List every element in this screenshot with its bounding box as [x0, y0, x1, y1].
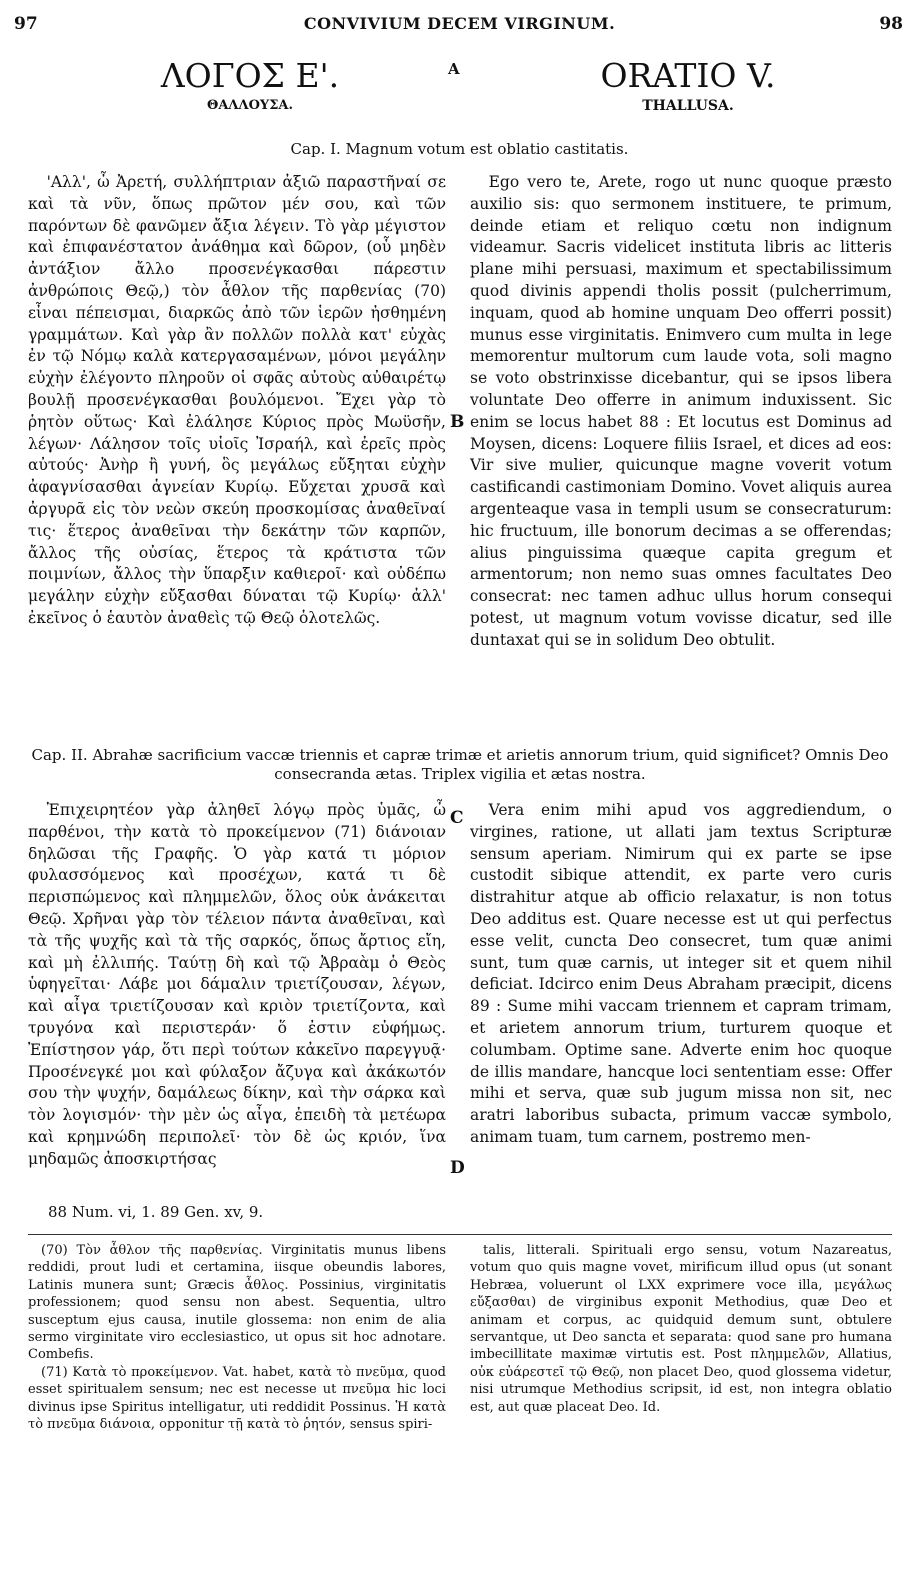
- greek-speaker-name: ΘΑΛΛΟΥΣΑ.: [207, 98, 293, 113]
- greek-paragraph: Ἐπιχειρητέον γὰρ ἀληθεῖ λόγῳ πρὸς ὑμᾶς, ὦ παρθένοι, τὴν κατὰ τὸ προκείμενον (71) διάνοιαν δηλῶσαι τῆς Γραφῆς. Ὁ γὰρ κατά τι μόριον φυλασσόμενος καὶ προσέχων, κατά τι δὲ περισπώμενος καὶ πλημμελῶν, ὅλος οὐκ ἀνάκειται Θεῷ. Χρῆναι γὰρ τὸν τέλειον πάντα ἀναθεῖναι, καὶ τὰ τῆς ψυχῆς καὶ τὰ τῆς σαρκός, ὅπως ἄρτιος εἴη, καὶ μὴ ἐλλιπής. Ταύτῃ δὴ καὶ τῷ Ἀβραὰμ ὁ Θεὸς ὑφηγεῖται· Λάβε μοι δάμαλιν τριετίζουσαν, λέγων, καὶ αἶγα τριετίζουσαν καὶ κριὸν τριετίζοντα, καὶ τρυγόνα καὶ περιστεράν· ὅ ἐστιν εὐφήμως. Ἐπίστησον γάρ, ὅτι περὶ τούτων κἀκεῖνο παρεγγυᾷ· Προσένεγκέ μοι καὶ φύλαξον ἄζυγα καὶ ἀκάκωτόν σου τὴν ψυχήν, δαμάλεως δίκην, καὶ τὴν σάρκα καὶ τὸν λογισμόν· τὴν μὲν ὡς αἶγα, ἐπειδὴ τὰ μετέωρα καὶ κρημνώδη περιπολεῖ· τὸν δὲ ὡς κριόν, ἵνα μηδαμῶς ἀποσκιρτήσας: [28, 801, 446, 1168]
- greek-column-section-2: [28, 800, 446, 1171]
- greek-oration-title: ΛΟΓΟΣ Ε'.: [160, 56, 340, 95]
- margin-marker-b: B: [450, 412, 465, 432]
- chapter-2-heading: Cap. II. Abrahæ sacrificium vaccæ triennis et capræ trimæ et arietis annorum trium, quid significet? Omnis Deo consecranda ætas. Triplex vigilia et ætas nostra.: [31, 746, 889, 783]
- footnote-70: (70) Τὸν ἆθλον τῆς παρθενίας. Virginitatis munus libens reddidi, prout ludi et certamina, iisque obeundis labores, Latinis munera sunt; Græcis ἆθλος. Possinius, virginitatis professionem; quod sensu non abest. Sequentia, ultro susceptum ejus causa, inutile glossema: non enim de alia sermo virginitate viro ecclesiastico, ut opus sit hoc adnotare. Combefis.: [28, 1243, 446, 1363]
- footnote-71: (71) Κατὰ τὸ προκείμενον. Vat. habet, κατὰ τὸ πνεῦμα, quod esset spiritualem sensum; nec est necesse ut πνεῦμα hic loci divinus ipse Spiritus intelligatur, uti reddidit Possinus. Ἡ κατὰ τὸ πνεῦμα διάνοια, opponitur τῇ κατὰ τὸ ῥητόν, sensus spiri-: [28, 1364, 446, 1433]
- footnotes-left-column: [28, 1242, 446, 1433]
- chapter-1-heading: Cap. I. Magnum votum est oblatio castitatis.: [290, 140, 629, 158]
- latin-oration-title: ORATIO V.: [600, 56, 776, 95]
- latin-speaker-name: THALLUSA.: [642, 98, 734, 114]
- margin-marker-d: D: [450, 1158, 465, 1178]
- footnotes-right-column: [470, 1242, 892, 1416]
- scripture-references: 88 Num. vi, 1. 89 Gen. xv, 9.: [48, 1203, 264, 1221]
- latin-paragraph: Vera enim mihi apud vos aggrediendum, o virgines, ratione, ut allati jam textus Scripturæ sensum aperiam. Nimirum qui ex parte se ipse custodit sibique attendit, ex parte vero curis distrahitur atque ab officio relaxatur, is non totus Deo additus est. Quare necesse est ut qui perfectus esse velit, cuncta Deo consecret, tum quæ animi sunt, tum quæ carnis, ut integer sit et quem nihil deficiat. Idcirco enim Deus Abraham præcipit, dicens 89 : Sume mihi vaccam triennem et capram trimam, et arietem annorum trium, turturem quoque et columbam. Optime sane. Adverte enim hoc quoque de illis mandare, hancque loci sententiam esse: Offer mihi et serva, quæ sub jugum missa non sit, nec aratri laboribus subacta, primum vaccæ symbolo, animam tuam, tum carnem, postremo men-: [470, 801, 892, 1146]
- left-page-number: 97: [14, 14, 38, 34]
- latin-column-section-1: [470, 172, 892, 652]
- running-header: [0, 14, 919, 38]
- margin-marker-a: A: [448, 60, 460, 78]
- footnote-continuation: talis, litterali. Spirituali ergo sensu, votum Nazareatus, votum quo quis magne vovet, mirificum illud opus (ut sonant Hebræa, voluerunt ol LXX exprimere voce illa, μεγάλως εὔξασθαι) de virginibus exponit Methodius, quæ Deo et animam et corpus, ac quidquid demum sunt, obtulere servantque, ut Deo sancta et separata: quod sane pro humana imbecillitate maximæ virtutis est. Post πλημμελῶν, Allatius, οὐκ εὐάρεστεῖ τῷ Θεῷ, non placet Deo, quod glossema videtur, nisi utrumque Methodius scripsit, id est, non integra oblatio est, aut quæ placeat Deo. Id.: [470, 1243, 892, 1415]
- footnote-divider: [28, 1234, 892, 1235]
- margin-marker-c: C: [450, 808, 464, 828]
- latin-paragraph: Ego vero te, Arete, rogo ut nunc quoque præsto auxilio sis: quo sermonem instituere, te primum, deinde etiam et reliquo cœtu non indignum videamur. Sacris videlicet instituta libris ac litteris plane mihi persuasi, maximum et spectabilissimum quod divinis appendi tholis possit (pulcherrimum, inquam, quod ab homine unquam Deo offerri possit) munus esse virginitatis. Enimvero cum multa in lege memorentur multorum cum laude vota, soli magno se voto obstrinxisse dicebantur, qui se ipsos libera voluntate Deo offerre in animum induxissent. Sic enim se locus habet 88 : Et locutus est Dominus ad Moysen, dicens: Loquere filiis Israel, et dices ad eos: Vir sive mulier, quicunque magne voverit votum castificandi castimoniam Domino. Vovet aliquis aurea argenteaque vasa in templi usum se consecraturum: hic fructuum, ille bonorum decimas a se offerendas; alius pinguissima quæque capita gregum et armentorum; non nemo suas omnes facultates Deo consecrat: nec tamen adhuc ullus horum consequi potest, ut magnum votum vovisse dicatur, sed ille duntaxat qui se in solidum Deo obtulit.: [470, 173, 892, 649]
- running-title: CONVIVIUM DECEM VIRGINUM.: [303, 14, 616, 33]
- greek-paragraph: 'Αλλ', ὦ Ἀρετή, συλλήπτριαν ἀξιῶ παραστῆναί σε καὶ τὰ νῦν, ὅπως πρῶτον μέν σου, καὶ τῶν παρόντων δὲ φανῶμεν ἄξια λέγειν. Τὸ γὰρ μέγιστον καὶ ἐπιφανέστατον ἀνάθημα καὶ δῶρον, (οὗ μηδὲν ἀντάξιον ἄλλο προσενέγκασθαι πάρεστιν ἀνθρώποις Θεῷ,) τὸν ἆθλον τῆς παρθενίας (70) εἶναι πέπεισμαι, διαρκῶς ἀπὸ τῶν ἱερῶν ἠσθημένη γραμμάτων. Καὶ γὰρ ἂν πολλῶν πολλὰ κατ' εὐχὰς ἐν τῷ Νόμῳ καλὰ κατεργασαμένων, μόνοι μεγάλην εὐχὴν ἐλέγοντο πληροῦν οἱ σφᾶς αὐτοὺς αὐθαιρέτῳ βουλῇ προσενέγκασθαι βουλόμενοι. Ἔχει γὰρ τὸ ῥητὸν οὕτως· Καὶ ἐλάλησε Κύριος πρὸς Μωϋσῆν, λέγων· Λάλησον τοῖς υἱοῖς Ἰσραήλ, καὶ ἐρεῖς πρὸς αὐτούς· Ἀνὴρ ἢ γυνή, ὃς μεγάλως εὔξηται εὐχὴν ἀφαγνίσασθαι ἁγνείαν Κυρίῳ. Εὔχεται χρυσᾶ καὶ ἀργυρᾶ εἰς τὸν νεὼν σκεύη προσκομίσας ἀναθεῖναί τις· ἕτερος ἀναθεῖναι τὴν δεκάτην τῶν καρπῶν, ἄλλος τῆς οὐσίας, ἕτερος τὰ κράτιστα τῶν ποιμνίων, ἄλλος τὴν ὕπαρξιν καθιεροῖ· καὶ οὐδέπω μεγάλην εὐχὴν εὔξασθαι δύναται τῷ Κυρίῳ· ἀλλ' ἐκεῖνος ὁ ἑαυτὸν ἀναθεὶς τῷ Θεῷ ὁλοτελῶς.: [28, 173, 446, 627]
- right-page-number: 98: [879, 14, 903, 34]
- latin-column-section-2: [470, 800, 892, 1149]
- greek-column-section-1: [28, 172, 446, 630]
